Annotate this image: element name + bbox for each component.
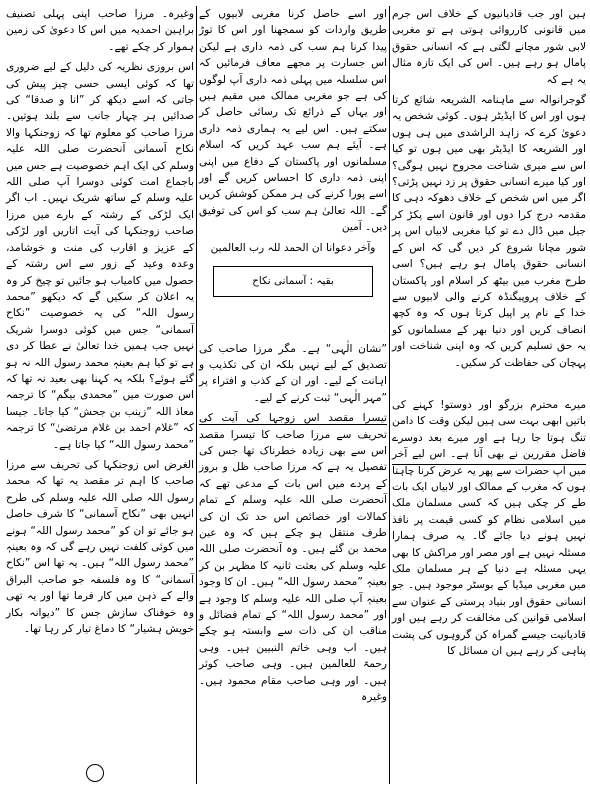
column-right	[392, 6, 586, 663]
paragraph: الغرض اس زوجنکہا کی تحریف سے مرزا صاحب کا اہم تر مقصد یہ تھا کہ محمد رسول اللہ صلی اللہ علیہ وسلم کی طرح انہیں بھی ”نکاح آسمانی“ کا شرف حاصل ہو جائے تو ان کو ”محمد رسول اللہ“ ہونے میں کوئی کلفت نہیں رہے گی کہ وہ بعینہٖ ”محمد رسول اللہ“ ہیں۔ یہ تھا اس ”نکاح آسمانی“ کا وہ فلسفہ جو صاحب البراق والے کے ذہن میں کار فرما تھا اور یہ تھی وہ خوفناک سازش جس کا ”دیوانہ بکار خویش ہشیار“ کا دماغ تیار کر رہا تھا۔	[6, 458, 194, 636]
paragraph: ”نشان الٰہی“ ہے۔ مگر مرزا صاحب کی تصدیق کے لیے نہیں بلکہ ان کی تکذیب و اہانت کے لیے۔ اور ان کے کذب و افتراء پر ”مہر الٰہی“ ثبت کرنے کے لیے۔	[199, 342, 387, 404]
column-divider-right	[389, 6, 390, 784]
continuation-label: بقیہ : آسمانی نکاح	[252, 275, 334, 288]
closing-prayer: وآخر دعوانا ان الحمد للہ رب العالمین	[210, 241, 376, 254]
paragraph: تیسرا مقصد اس زوجہا کی آیت کی تحریف سے مرزا صاحب کا تیسرا مقصد اس سے بھی زیادہ خطرناک تھا جس کی تفصیل یہ ہے کہ مرزا صاحب ظل و بروز کے پردے میں اس بات کے مدعی تھے کہ آنحضرت صلی اللہ علیہ وسلم کے تمام کمالات اور خصائص اس حد تک ان کی طرف منتقل ہو چکے ہیں کہ وہ عین محمد بن گئے ہیں۔ وہ آنحضرت صلی اللہ علیہ وسلم کی بعثت ثانیہ کا مظہر بن کر بعینہٖ ”محمد رسول اللہ“ ہیں۔ ان کا وجود بعینہٖ آپ صلی اللہ علیہ وسلم کا وجود ہے اور ”محمد رسول اللہ“ کے تمام فضائل و مناقب ان کی ذات سے وابستہ ہو چکے ہیں۔ اب وہی خاتم النبیین ہیں۔ وہی رحمۃ للعالمین ہیں۔ وہی صاحب کوثر ہیں۔ اور وہی صاحب مقام محمود ہیں۔ وغیرہ	[199, 412, 387, 704]
paragraph: گوجرانوالہ سے ماہنامہ الشریعہ شائع کرتا ہوں اور اس کا ایڈیٹر ہوں۔ کوئی شخص یہ دعویٰ کرے کہ زاہد الراشدی میں ہی ہوں اور الشریعہ کا ایڈیٹر بھی میں ہوں تو کیا اس سے میری شناخت مجروح نہیں ہوگی؟ اور کیا میرے انسانی حقوق پر زد نہیں پڑتی؟ اگر میں اس شخص کے خلاف دھوکہ دہی کا مقدمہ درج کرا دوں اور قانون اسے پکڑ کر جیل میں ڈال دے تو کیا مغربی لابیاں اس پر شور مچانا شروع کر دیں گی کہ اس کے انسانی حقوق پامال ہو رہے ہیں؟ اسی طرح مغرب میں بیٹھ کر اسلام اور پاکستان کے خلاف پروپیگنڈہ کرنے والی لابیوں سے خدا کے نام پر اپیل کرتا ہوں کہ وہ کچھ انصاف کریں اور دنیا بھر کے مسلمانوں کو یہ حق تسلیم کریں کہ وہ اپنی شناخت اور پہچان کی حفاظت کر سکیں۔	[392, 94, 586, 369]
paragraph: ہیں اور جب قادیانیوں کے خلاف اس جرم میں قانونی کارروائی ہوتی ہے تو مغربی لابی شور مچانے لگتی ہے کہ انسانی حقوق پامال ہو رہے ہیں۔ اس کی ایک تازہ مثال یہ ہے کہ	[392, 8, 586, 86]
column-left	[6, 6, 194, 641]
column-divider-left	[196, 6, 197, 784]
continuation-box	[213, 266, 373, 296]
column-middle	[199, 6, 387, 709]
paragraph: وغیرہ۔ مرزا صاحب اپنی پہلی تصنیف براہین احمدیہ میں اس کا دعویٰ کی زمین ہموار کر چکے تھے۔	[6, 8, 194, 53]
paragraph: اس بروزی نظریہ کی دلیل کے لیے ضروری تھا کہ کوئی ایسی حسی چیز پیش کی جاتی کہ اسے دیکھ کر ”انا و صدقا“ کی صدائیں ہر چہار جانب سے بلند ہوتیں۔ مرزا صاحب کو معلوم تھا کہ زوجنکہا والا نکاح آسمانی آنحضرت صلی اللہ علیہ وسلم کی ایک اہم خصوصیت ہے جس میں باجماع امت کوئی دوسرا آپ صلی اللہ علیہ وسلم کے ساتھ شریک نہیں۔ اب اگر ایک لڑکی کے رشتہ کے بارے میں مرزا صاحب زوجنکہا کی آیت اتاریں اور لڑکی کے عزیز و اقارب کی منت و خوشامد، وعدہ وعید کے زور سے اس رشتہ کے حصول میں کامیاب ہو جائیں تو چیخ کر وہ یہ اعلان کر سکیں گے کہ دیکھو ”محمد رسول اللہ“ کی یہ خصوصیت ”نکاح آسمانی“ جس میں کوئی دوسرا شریک نہیں جب ہمیں خدا تعالیٰ نے عطا کر دی ہے تو کیا ہم بعینہٖ محمد رسول اللہ نہ ہو گئے ہوئے؟ بلکہ یہ کہنا بھی بعید نہ تھا کہ اس صورت میں ”محمدی بیگم“ کا ترجمہ معاذ اللہ ”زینب بن جحش“ کیا جاتا۔ جیسا کہ ”غلام احمد بن غلام مرتضیٰ“ کا ترجمہ ”محمد رسول اللہ“ کیا جاتا ہے۔	[6, 61, 194, 451]
paragraph: میرے محترم بزرگو اور دوستو! کہنے کی باتیں ابھی بہت سی ہیں لیکن وقت کا دامن تنگ ہوتا جا رہا ہے اور میرے بعد دوسرے فاضل مقررین نے بھی آنا ہے۔ اس لیے آخر میں آپ حضرات سے پھر یہ عرض کرنا چاہتا ہوں کہ مغرب کے ممالک اور لابیاں ایک بات طے کر چکی ہیں کہ کسی مسلمان ملک میں اسلامی نظام کو کسی قیمت پر نافذ نہیں ہونے دیا جائے گا۔ یہ صرف ہمارا مسئلہ نہیں ہے اور مصر اور مراکش کا بھی یہی مسئلہ ہے دنیا کے ہر مسلمان ملک میں مغربی میڈیا کے بوسٹر موجود ہیں۔ جو انسانی حقوق اور بنیاد پرستی کے عنوان سے اسلامی قوانین کی مخالفت کر رہے ہیں اور قادیانیت جیسے گمراہ کن گروہوں کی پشت پناہی کر رہے ہیں ان مسائل کا	[392, 398, 586, 658]
paragraph: اور اسے حاصل کرنا مغربی لابیوں کے طریق واردات کو سمجھنا اور اس کا توڑ پیدا کرنا ہم سب کی ذمہ داری ہے لیکن اس جسارت پر مجھے معاف فرمائیں کہ اس سلسلہ میں پہلی ذمہ داری آپ لوگوں کی ہے جو مغربی ممالک میں مقیم ہیں اور یہاں کے ذرائع تک رسائی حاصل کر سکتے ہیں۔ اس لیے یہ ہماری ذمہ داری ہے۔ آیئے ہم سب عہد کریں کہ اسلام مسلمانوں اور پاکستان کے دفاع میں اپنی اپنی ذمہ داری کا احساس کریں گے اور اسے پورا کرنے کی ہر ممکن کوشش کریں گے۔ اللہ تعالیٰ ہم سب کو اس کی توفیق دیں۔ آمین	[199, 8, 387, 234]
end-mark-circle-icon	[86, 764, 104, 782]
